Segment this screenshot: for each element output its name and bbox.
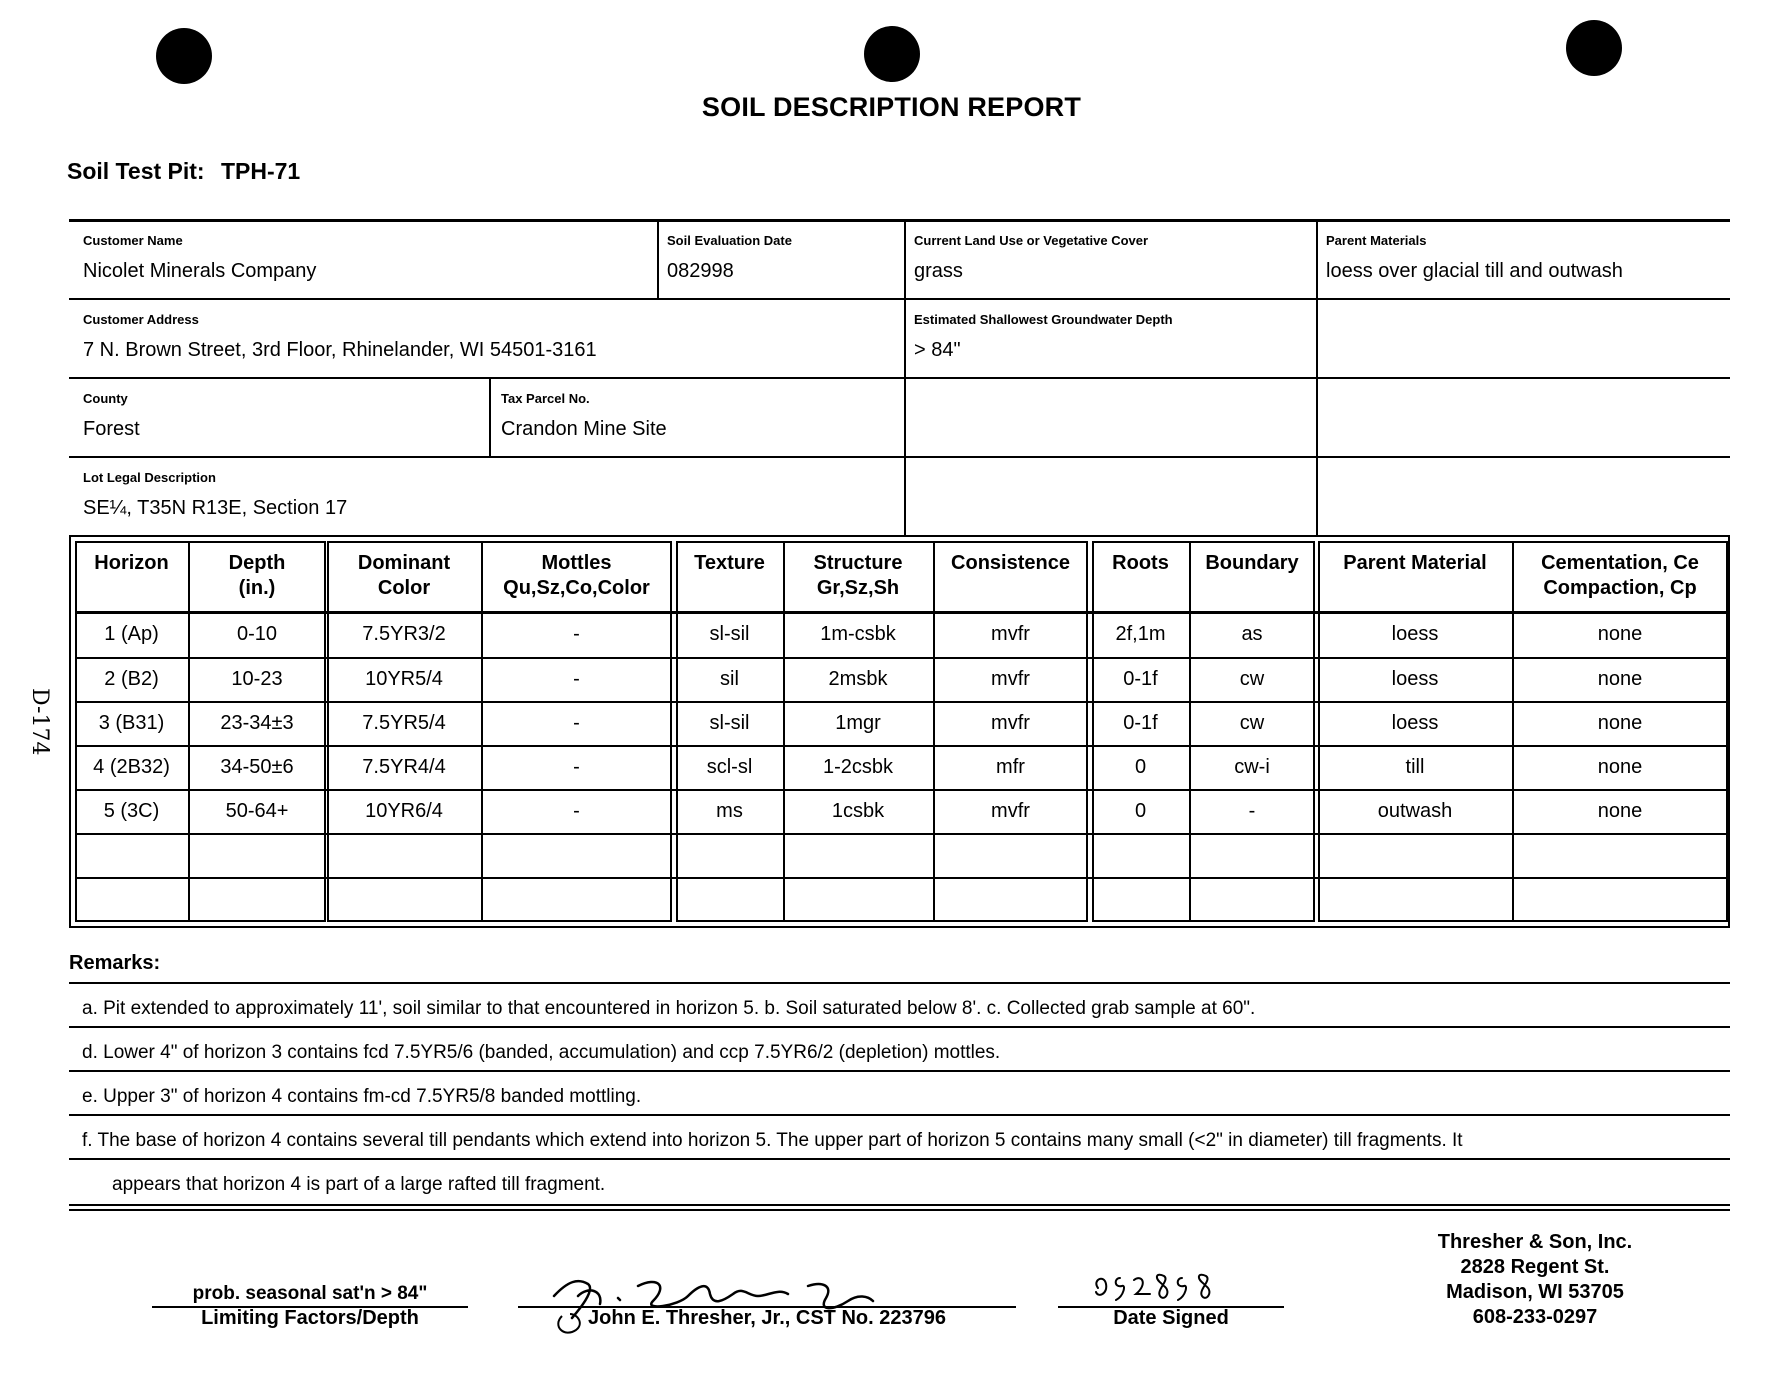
table-cell: 50-64+ xyxy=(225,800,289,822)
remarks-rule xyxy=(69,1158,1730,1160)
table-cell: loess xyxy=(1391,623,1439,645)
column-header xyxy=(481,551,672,601)
table-cell: none xyxy=(1597,623,1643,645)
grid-line xyxy=(1316,219,1318,535)
table-cell: mfr xyxy=(996,756,1025,778)
remarks-rule xyxy=(69,982,1730,984)
company-city: Madison, WI 53705 xyxy=(1446,1281,1624,1303)
remark-line: appears that horizon 4 is part of a large rafted till fragment. xyxy=(112,1174,606,1195)
table-cell: sl-sil xyxy=(709,623,750,645)
column-header xyxy=(188,551,326,601)
table-cell: loess xyxy=(1391,712,1439,734)
margin-note: D-174 xyxy=(27,688,52,756)
column-header xyxy=(783,551,933,601)
punch-hole xyxy=(156,28,212,84)
punch-hole xyxy=(1566,20,1622,76)
remark-line: d. Lower 4" of horizon 3 contains fcd 7.5YR5/6 (banded, accumulation) and ccp 7.5YR6/2 (depletion) mottles. xyxy=(82,1042,1001,1063)
date-signed-label: Date Signed xyxy=(1113,1307,1229,1329)
limiting-factors-value: prob. seasonal sat'n > 84" xyxy=(192,1283,428,1304)
column-header-line: Cementation, Ce xyxy=(1541,552,1699,574)
parent-materials-value: loess over glacial till and outwash xyxy=(1326,260,1623,282)
punch-hole xyxy=(864,26,920,82)
table-cell: sil xyxy=(720,668,739,690)
column-header xyxy=(1092,551,1189,576)
table-cell: ms xyxy=(716,800,743,822)
remarks-rule xyxy=(69,1209,1730,1211)
remark-line: e. Upper 3" of horizon 4 contains fm-cd 7.5YR5/8 banded mottling. xyxy=(82,1086,642,1107)
table-cell: - xyxy=(573,668,580,690)
table-cell: 1 (Ap) xyxy=(104,623,159,645)
land-use-value: grass xyxy=(914,260,963,282)
table-cell: 3 (B31) xyxy=(98,712,165,734)
table-cell: 10-23 xyxy=(231,668,283,690)
table-cell: mvfr xyxy=(991,623,1030,645)
table-cell: none xyxy=(1597,756,1643,778)
soil-test-pit-value: TPH-71 xyxy=(220,158,301,184)
table-cell: none xyxy=(1597,668,1643,690)
column-header xyxy=(1318,551,1512,576)
table-cell: 10YR6/4 xyxy=(365,800,443,822)
table-cell: 1-2csbk xyxy=(822,756,894,778)
company-phone: 608-233-0297 xyxy=(1472,1306,1598,1328)
limiting-factors-label: Limiting Factors/Depth xyxy=(201,1307,419,1329)
parent-materials-field xyxy=(1326,233,1623,283)
remarks-rule xyxy=(69,1204,1730,1206)
groundwater-depth-value: > 84" xyxy=(914,339,961,361)
customer-name-label: Customer Name xyxy=(83,233,183,248)
evaluation-date-field xyxy=(667,233,792,283)
horizon-table xyxy=(69,535,1730,928)
table-cell: mvfr xyxy=(991,712,1030,734)
column-header-line: (in.) xyxy=(238,577,276,599)
table-cell: none xyxy=(1597,712,1643,734)
table-cell: mvfr xyxy=(991,668,1030,690)
remarks-title: Remarks: xyxy=(69,952,161,974)
table-row-line xyxy=(75,611,1726,614)
grid-line xyxy=(69,298,1730,300)
column-header-line: Gr,Sz,Sh xyxy=(816,577,900,599)
company-name: Thresher & Son, Inc. xyxy=(1437,1231,1633,1253)
table-cell: 2msbk xyxy=(828,668,888,690)
table-cell: none xyxy=(1597,800,1643,822)
table-cell: sl-sil xyxy=(709,712,750,734)
column-header-line: Boundary xyxy=(1205,552,1299,574)
tax-parcel-value: Crandon Mine Site xyxy=(501,418,667,440)
remarks-rule xyxy=(69,1026,1730,1028)
table-cell: 4 (2B32) xyxy=(93,756,170,778)
table-row-line xyxy=(75,877,1726,879)
customer-address-value: 7 N. Brown Street, 3rd Floor, Rhinelander, WI 54501-3161 xyxy=(83,339,597,361)
grid-line xyxy=(904,219,906,535)
customer-address-field xyxy=(83,312,597,362)
table-cell: 0 xyxy=(1134,756,1147,778)
table-cell: 23-34±3 xyxy=(220,712,294,734)
evaluation-date-label: Soil Evaluation Date xyxy=(667,233,792,248)
column-header-line: Dominant xyxy=(357,552,451,574)
grid-line xyxy=(69,456,1730,458)
tax-parcel-label: Tax Parcel No. xyxy=(501,391,590,406)
header-info-grid xyxy=(69,219,1730,535)
county-field xyxy=(83,391,140,441)
table-cell: 1m-csbk xyxy=(820,623,896,645)
column-header xyxy=(933,551,1088,576)
column-header xyxy=(75,551,188,576)
table-cell: cw xyxy=(1239,712,1265,734)
remark-line: a. Pit extended to approximately 11', soil similar to that encountered in horizon 5. b. Soil saturated below 8'. c. Collected grab sample at 60". xyxy=(82,998,1256,1019)
column-header-line: Horizon xyxy=(94,552,169,574)
customer-name-value: Nicolet Minerals Company xyxy=(83,260,317,282)
county-value: Forest xyxy=(83,418,140,440)
table-cell: mvfr xyxy=(991,800,1030,822)
company-info xyxy=(1400,1230,1670,1330)
grid-line xyxy=(69,219,1730,222)
column-header-line: Texture xyxy=(694,552,765,574)
table-cell: 1csbk xyxy=(831,800,885,822)
table-cell: 2 (B2) xyxy=(104,668,159,690)
table-cell: as xyxy=(1241,623,1263,645)
table-cell: - xyxy=(573,623,580,645)
land-use-label: Current Land Use or Vegetative Cover xyxy=(914,233,1149,248)
column-header-line: Qu,Sz,Co,Color xyxy=(503,577,650,599)
groundwater-depth-label: Estimated Shallowest Groundwater Depth xyxy=(914,312,1173,327)
column-header xyxy=(676,551,783,576)
table-cell: 7.5YR5/4 xyxy=(362,712,446,734)
soil-test-pit xyxy=(67,158,300,185)
column-header-line: Compaction, Cp xyxy=(1543,577,1697,599)
county-label: County xyxy=(83,391,128,406)
table-cell: till xyxy=(1405,756,1425,778)
column-header-line: Consistence xyxy=(951,552,1070,574)
table-cell: loess xyxy=(1391,668,1439,690)
table-row-line xyxy=(75,701,1726,703)
grid-line xyxy=(69,377,1730,379)
table-cell: cw xyxy=(1239,668,1265,690)
table-cell: scl-sl xyxy=(706,756,753,778)
lot-legal-label: Lot Legal Description xyxy=(83,470,216,485)
table-cell: 0-10 xyxy=(236,623,278,645)
soil-test-pit-label: Soil Test Pit: xyxy=(67,158,205,184)
table-row-line xyxy=(75,745,1726,747)
table-row-line xyxy=(75,789,1726,791)
table-cell: 34-50±6 xyxy=(220,756,294,778)
table-cell: 7.5YR4/4 xyxy=(362,756,446,778)
parent-materials-label: Parent Materials xyxy=(1326,233,1427,248)
remark-line: f. The base of horizon 4 contains several till pendants which extend into horizon 5. The upper part of horizon 5 contains many small (<2" in diameter) till fragments. It xyxy=(82,1130,1463,1151)
tax-parcel-field xyxy=(501,391,667,441)
customer-name-field xyxy=(83,233,316,283)
table-cell: - xyxy=(573,800,580,822)
table-cell: 1mgr xyxy=(835,712,881,734)
customer-address-label: Customer Address xyxy=(83,312,199,327)
table-cell: - xyxy=(1248,800,1256,822)
groundwater-depth-field xyxy=(914,312,1173,362)
table-cell: - xyxy=(573,712,580,734)
remarks-rule xyxy=(69,1070,1730,1072)
table-cell: outwash xyxy=(1377,800,1453,822)
table-cell: 0-1f xyxy=(1123,668,1158,690)
table-row-line xyxy=(75,833,1726,835)
company-street: 2828 Regent St. xyxy=(1460,1256,1610,1278)
grid-line xyxy=(489,377,491,456)
table-cell: 0 xyxy=(1134,800,1147,822)
column-header-line: Mottles xyxy=(541,552,612,574)
column-header xyxy=(1512,551,1728,601)
table-row-line xyxy=(75,657,1726,659)
table-cell: 10YR5/4 xyxy=(365,668,443,690)
column-header-line: Structure xyxy=(813,552,903,574)
table-cell: cw-i xyxy=(1234,756,1270,778)
column-header-line: Parent Material xyxy=(1343,552,1487,574)
table-cell: 5 (3C) xyxy=(103,800,160,822)
column-header-line: Color xyxy=(377,577,431,599)
table-cell: 0-1f xyxy=(1123,712,1158,734)
table-cell: - xyxy=(573,756,580,778)
column-header-line: Roots xyxy=(1112,552,1169,574)
table-cell: 2f,1m xyxy=(1115,623,1166,645)
lot-legal-field xyxy=(83,470,347,520)
lot-legal-value: SE¼, T35N R13E, Section 17 xyxy=(83,497,348,519)
land-use-field xyxy=(914,233,1148,283)
remarks-rule xyxy=(69,1114,1730,1116)
handwritten-date xyxy=(1090,1270,1230,1306)
table-cell: 7.5YR3/2 xyxy=(362,623,446,645)
signer-name: John E. Thresher, Jr., CST No. 223796 xyxy=(588,1307,946,1329)
grid-line xyxy=(657,219,659,298)
column-header xyxy=(327,551,481,601)
column-header-line: Depth xyxy=(228,552,286,574)
page-title: SOIL DESCRIPTION REPORT xyxy=(701,92,1082,122)
evaluation-date-value: 082998 xyxy=(667,260,734,282)
column-header xyxy=(1189,551,1315,576)
